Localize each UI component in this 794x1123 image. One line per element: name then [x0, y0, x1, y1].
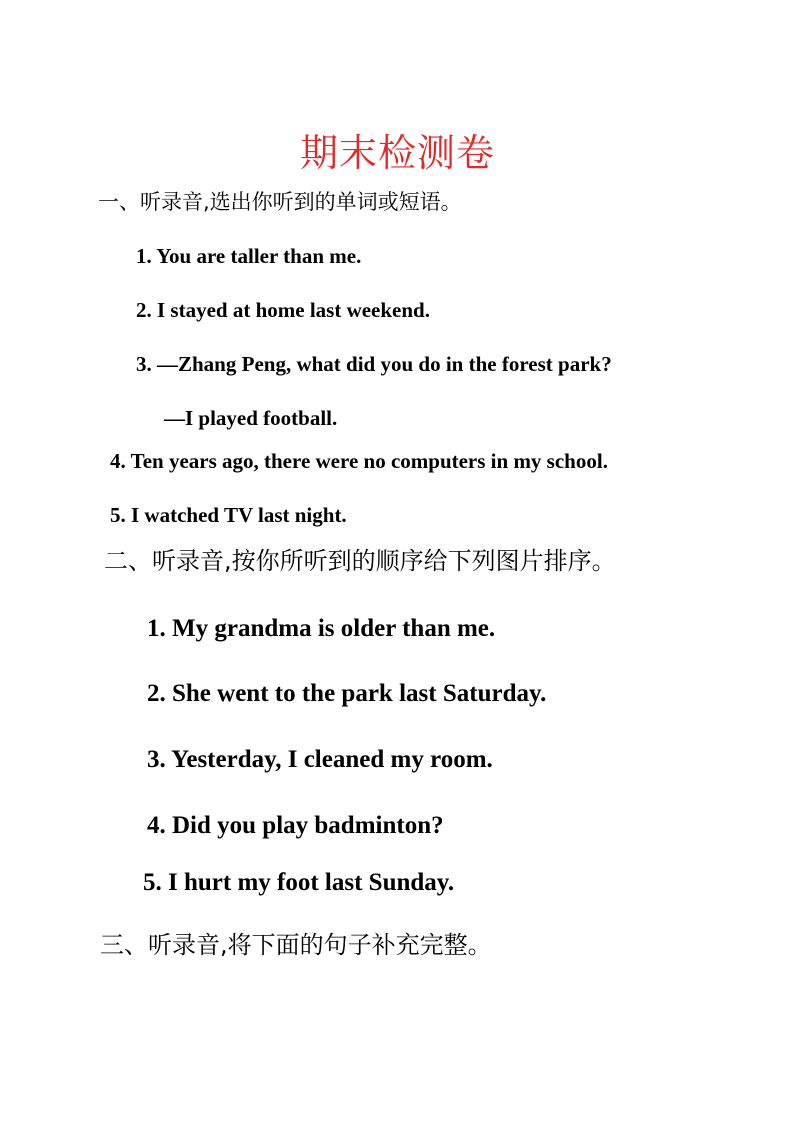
- section2-item-5: 5. I hurt my foot last Sunday.: [143, 869, 455, 896]
- section1-item-3: 3. —Zhang Peng, what did you do in the forest park?: [136, 352, 612, 376]
- section3-heading: 三、听录音,将下面的句子补充完整。: [100, 931, 492, 959]
- section1-heading: 一、听录音,选出你听到的单词或短语。: [98, 190, 462, 214]
- section1-item-2: 2. I stayed at home last weekend.: [136, 298, 430, 322]
- section1-item-3-reply: —I played football.: [164, 406, 338, 430]
- section2-item-2: 2. She went to the park last Saturday.: [147, 680, 547, 707]
- section2-item-1: 1. My grandma is older than me.: [147, 615, 496, 642]
- section1-item-1: 1. You are taller than me.: [136, 244, 362, 268]
- section2-item-3: 3. Yesterday, I cleaned my room.: [147, 746, 493, 773]
- section2-item-4: 4. Did you play badminton?: [147, 812, 444, 839]
- section2-heading: 二、听录音,按你所听到的顺序给下列图片排序。: [104, 547, 616, 575]
- section1-item-4: 4. Ten years ago, there were no computers in my school.: [110, 449, 608, 473]
- section1-item-5: 5. I watched TV last night.: [110, 503, 347, 527]
- page-title: 期末检测卷: [300, 131, 496, 175]
